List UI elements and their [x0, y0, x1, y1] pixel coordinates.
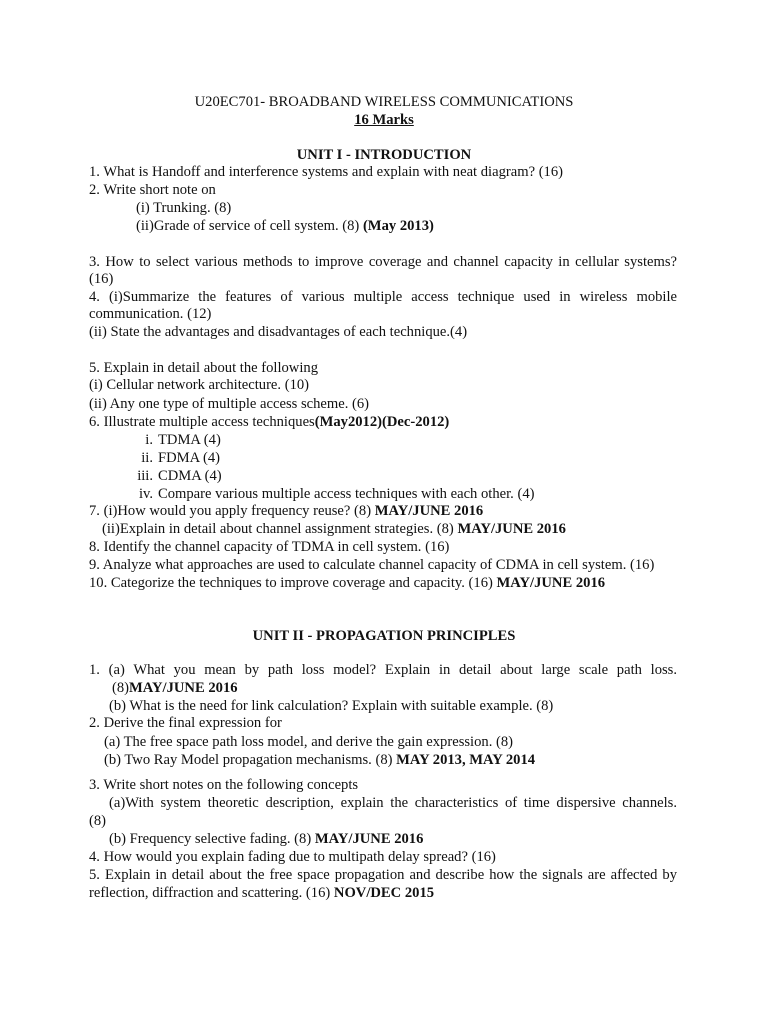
list-item-text: TDMA (4) — [158, 432, 221, 448]
unit-2-question-2-b-text: (b) Two Ray Model propagation mechanisms. (8) — [104, 752, 393, 768]
roman-numeral: iv. — [138, 486, 153, 502]
unit-2-question-3-b-text: (b) Frequency selective fading. (8) — [109, 831, 312, 847]
course-title: U20EC701- BROADBAND WIRELESS COMMUNICATIONS — [194, 94, 574, 110]
list-item-text: FDMA (4) — [158, 450, 221, 466]
question-9: 9. Analyze what approaches are used to calculate channel capacity of CDMA in cell system. (16) — [89, 557, 655, 573]
unit-2-question-1-a-cont — [112, 680, 700, 698]
question-4-line-1: 4. (i)Summarize the features of various multiple access technique used in wireless mobile — [89, 289, 677, 305]
roman-numeral: i. — [145, 432, 153, 448]
page-subtitle — [0, 112, 768, 130]
exam-tag: MAY/JUNE 2016 — [457, 521, 566, 537]
unit-2-question-5-line-2 — [89, 885, 677, 903]
unit-2-heading: UNIT II - PROPAGATION PRINCIPLES — [252, 628, 516, 644]
roman-numeral: ii. — [141, 450, 153, 466]
exam-tag: MAY/JUNE 2016 — [496, 575, 606, 591]
unit-2-question-1-b: (b) What is the need for link calculation? Explain with suitable example. (8) — [109, 698, 554, 714]
exam-tag: MAY/JUNE 2016 — [129, 680, 238, 696]
marks-label: 16 Marks — [354, 112, 414, 128]
question-4-line-2: communication. (12) — [89, 306, 212, 322]
unit-2-question-4: 4. How would you explain fading due to multipath delay spread? (16) — [89, 849, 496, 865]
unit-2-question-3: 3. Write short notes on the following concepts — [89, 777, 359, 793]
exam-tag: (May2012)(Dec-2012) — [314, 414, 450, 430]
question-2-part-ii-text: (ii)Grade of service of cell system. (8) — [136, 218, 360, 234]
unit-2-question-5-line-1: 5. Explain in detail about the free space propagation and describe how the signals are affected by — [89, 867, 677, 883]
question-6 — [89, 414, 677, 432]
unit-2-question-3-a-cont: (8) — [89, 813, 107, 829]
list-item — [131, 468, 719, 486]
list-item-text: CDMA (4) — [158, 468, 222, 484]
question-5-part-i: (i) Cellular network architecture. (10) — [89, 377, 310, 393]
roman-numeral: iii. — [137, 468, 153, 484]
list-item-text: Compare various multiple access techniques with each other. (4) — [158, 486, 535, 502]
question-7-part-ii — [102, 521, 690, 539]
question-6-text: 6. Illustrate multiple access techniques — [89, 414, 315, 430]
question-10-text: 10. Categorize the techniques to improve coverage and capacity. (16) — [89, 575, 493, 591]
question-5: 5. Explain in detail about the following — [89, 360, 318, 376]
exam-tag: MAY/JUNE 2016 — [374, 503, 484, 519]
question-5-part-ii: (ii) Any one type of multiple access scheme. (6) — [89, 396, 370, 412]
unit-2-question-1-a: 1. (a) What you mean by path loss model? Explain in detail about large scale path loss. — [89, 662, 677, 678]
marks-text: (8) — [112, 680, 130, 696]
question-7-part-i-text: 7. (i)How would you apply frequency reuse? (8) — [89, 503, 372, 519]
exam-tag: MAY 2013, MAY 2014 — [396, 752, 536, 768]
list-item — [131, 486, 719, 504]
question-2-part-ii — [136, 218, 724, 236]
unit-1-heading: UNIT I - INTRODUCTION — [296, 147, 472, 163]
question-2: 2. Write short note on — [89, 182, 216, 198]
question-2-part-i: (i) Trunking. (8) — [136, 200, 232, 216]
unit-2-question-2-b — [104, 752, 692, 770]
list-item — [131, 432, 719, 450]
question-7-part-i — [89, 503, 677, 521]
unit-2-question-3-b — [109, 831, 697, 849]
question-3-line-2: (16) — [89, 271, 114, 287]
exam-tag: MAY/JUNE 2016 — [314, 831, 424, 847]
list-item — [131, 450, 719, 468]
question-3-line-1: 3. How to select various methods to improve coverage and channel capacity in cellular systems? — [89, 254, 677, 270]
question-7-part-ii-text: (ii)Explain in detail about channel assignment strategies. (8) — [102, 521, 454, 537]
unit-2-question-5-text: reflection, diffraction and scattering. (16) — [89, 885, 331, 901]
exam-tag: NOV/DEC 2015 — [333, 885, 435, 901]
question-1: 1. What is Handoff and interference systems and explain with neat diagram? (16) — [89, 164, 564, 180]
question-10 — [89, 575, 677, 593]
exam-tag: (May 2013) — [362, 218, 434, 234]
unit-2-question-2: 2. Derive the final expression for — [89, 715, 282, 731]
question-4-part-ii: (ii) State the advantages and disadvantages of each technique.(4) — [89, 324, 468, 340]
unit-2-question-3-a: (a)With system theoretic description, explain the characteristics of time dispersive channels. — [109, 795, 677, 811]
unit-2-question-2-a: (a) The free space path loss model, and derive the gain expression. (8) — [104, 734, 514, 750]
question-8: 8. Identify the channel capacity of TDMA in cell system. (16) — [89, 539, 450, 555]
